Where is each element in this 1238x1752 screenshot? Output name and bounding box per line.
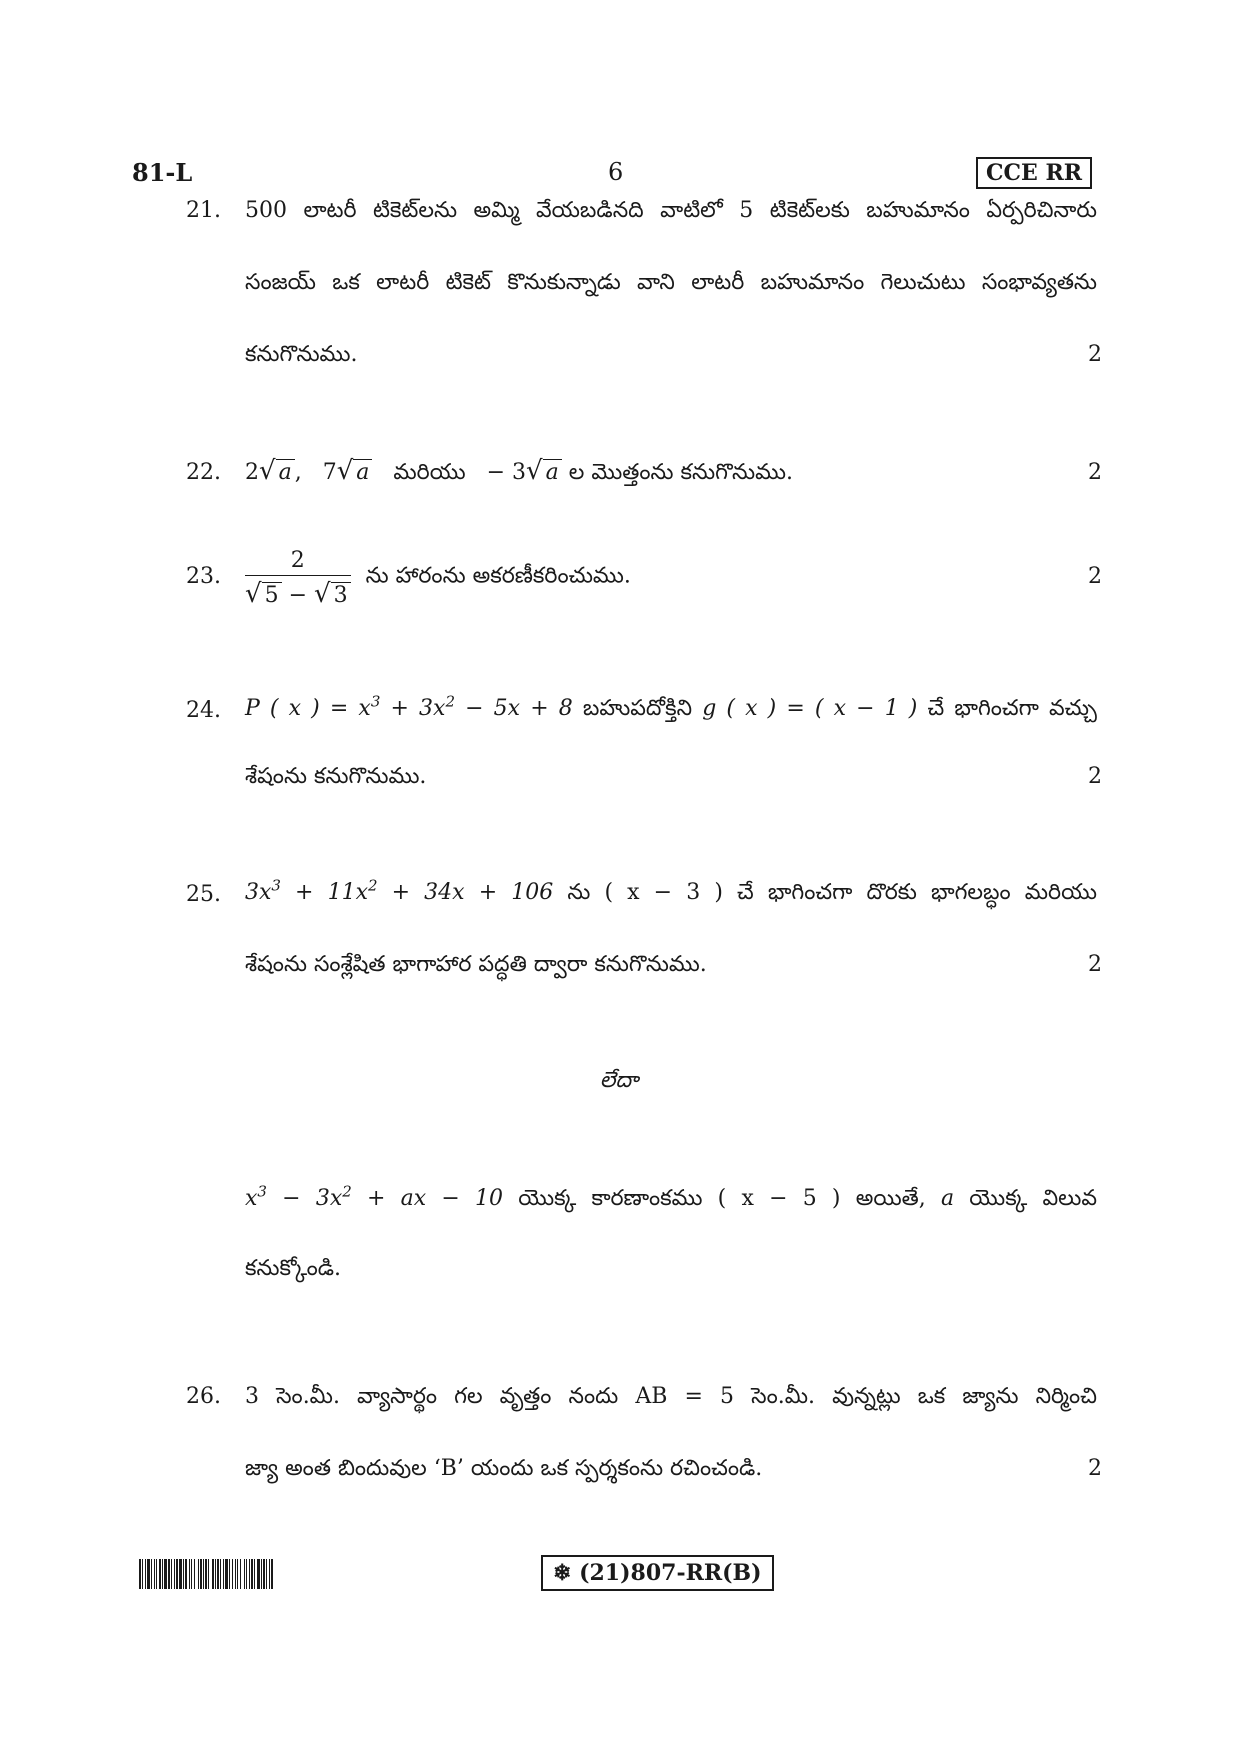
sqrt-a-3: √ a [526, 456, 562, 486]
q24-tail: చే భాగించగా వచ్చు [927, 696, 1097, 721]
q22-separator: , [294, 460, 302, 485]
q22-line [245, 456, 793, 490]
q26-line-1: 3 సెం.మీ. వ్యాసార్థం గల వృత్తం నందు AB = 5 సెం.మీ. వున్నట్లు ఒక జ్యాను నిర్మించి [245, 1384, 1097, 1409]
q21-marks: 2 [1088, 342, 1102, 367]
q24-line-1 [245, 692, 1097, 726]
page-number: 6 [608, 158, 624, 186]
q23-text: ను హారంను అకరణీకరించుము. [365, 563, 631, 589]
q25-alt-line-1 [245, 1182, 1098, 1216]
q25-line-1 [245, 876, 1097, 910]
q22-coef-1: 2 [245, 460, 259, 485]
q24-word-poly: బహుపదోక్తిని [582, 696, 693, 721]
q21-line-3: కనుగొనుము. [245, 342, 358, 367]
q25-polynomial: $3x^3 + 11x^2 + 34x + 106$ [245, 876, 554, 905]
q26-marks: 2 [1088, 1456, 1102, 1481]
fraction-numerator: 2 [245, 548, 351, 576]
q23-marks: 2 [1088, 564, 1102, 589]
exam-code-box: CCE RR [976, 157, 1092, 189]
q25-marks: 2 [1088, 952, 1102, 977]
q23-line [245, 548, 631, 609]
paper-code: 81-L [132, 158, 193, 187]
q24-polynomial: P ( x ) = $x^3 + 3x^2 - 5x + 8$ [245, 692, 573, 721]
q22-coef-2: 7 [322, 460, 337, 485]
q22-marks: 2 [1088, 460, 1102, 485]
fraction [245, 548, 351, 609]
q25-alt-mid: యొక్క కారణాంకము ( x − 5 ) అయితే, [518, 1186, 926, 1211]
q25-alt-var: a [940, 1186, 955, 1211]
q21-line-1: 500 లాటరీ టికెట్‌లను అమ్మి వేయబడినది వాటిలో 5 టికెట్‌లకు బహుమానం ఏర్పరిచినారు [245, 198, 1097, 223]
q25-mid: ను ( x − 3 ) చే భాగించగా దొరకు భాగలబ్ధం మరియు [567, 880, 1097, 905]
q25-line-2: శేషంను సంశ్లేషిత భాగాహార పద్ధతి ద్వారా కనుగొనుము. [245, 952, 707, 977]
footer-code-box: ❄ (21)807-RR(B) [541, 1555, 774, 1591]
fraction-denominator: √ 5 − √ 3 [245, 576, 351, 609]
q21-line-2: సంజయ్ ఒక లాటరీ టికెట్ కొనుకున్నాడు వాని లాటరీ బహుమానం గెలుచుటు సంభావ్యతను [245, 270, 1097, 295]
q22-and-word: మరియు [393, 460, 466, 485]
sqrt-a-1: √ a [259, 456, 295, 486]
question-number-26: 26. [186, 1384, 221, 1409]
or-separator: లేదా [599, 1068, 639, 1093]
question-number-22: 22. [186, 460, 221, 485]
question-number-21: 21. [186, 198, 221, 223]
q25-alt-polynomial: $x^3 - 3x^2$ + ax − 10 [245, 1182, 503, 1211]
q24-marks: 2 [1088, 764, 1102, 789]
q26-line-2: జ్యా అంత బిందువుల ‘B’ యందు ఒక స్పర్శకంను రచించండి. [245, 1456, 763, 1481]
q24-line-2: శేషంను కనుగొనుము. [245, 764, 427, 789]
q25-alt-tail: యొక్క విలువ [969, 1186, 1098, 1211]
q25-alt-line-2: కనుక్కోండి. [245, 1256, 342, 1281]
q22-coef-3: − 3 [486, 460, 527, 485]
barcode [139, 1559, 380, 1589]
question-number-25: 25. [186, 882, 221, 907]
question-number-23: 23. [186, 564, 221, 589]
q24-divisor: g ( x ) = ( x − 1 ) [702, 696, 918, 721]
question-number-24: 24. [186, 698, 221, 723]
q22-text: ల మొత్తంను కనుగొనుము. [568, 460, 793, 485]
sqrt-a-2: √ a [337, 456, 373, 486]
barcode-bar [273, 1559, 274, 1589]
